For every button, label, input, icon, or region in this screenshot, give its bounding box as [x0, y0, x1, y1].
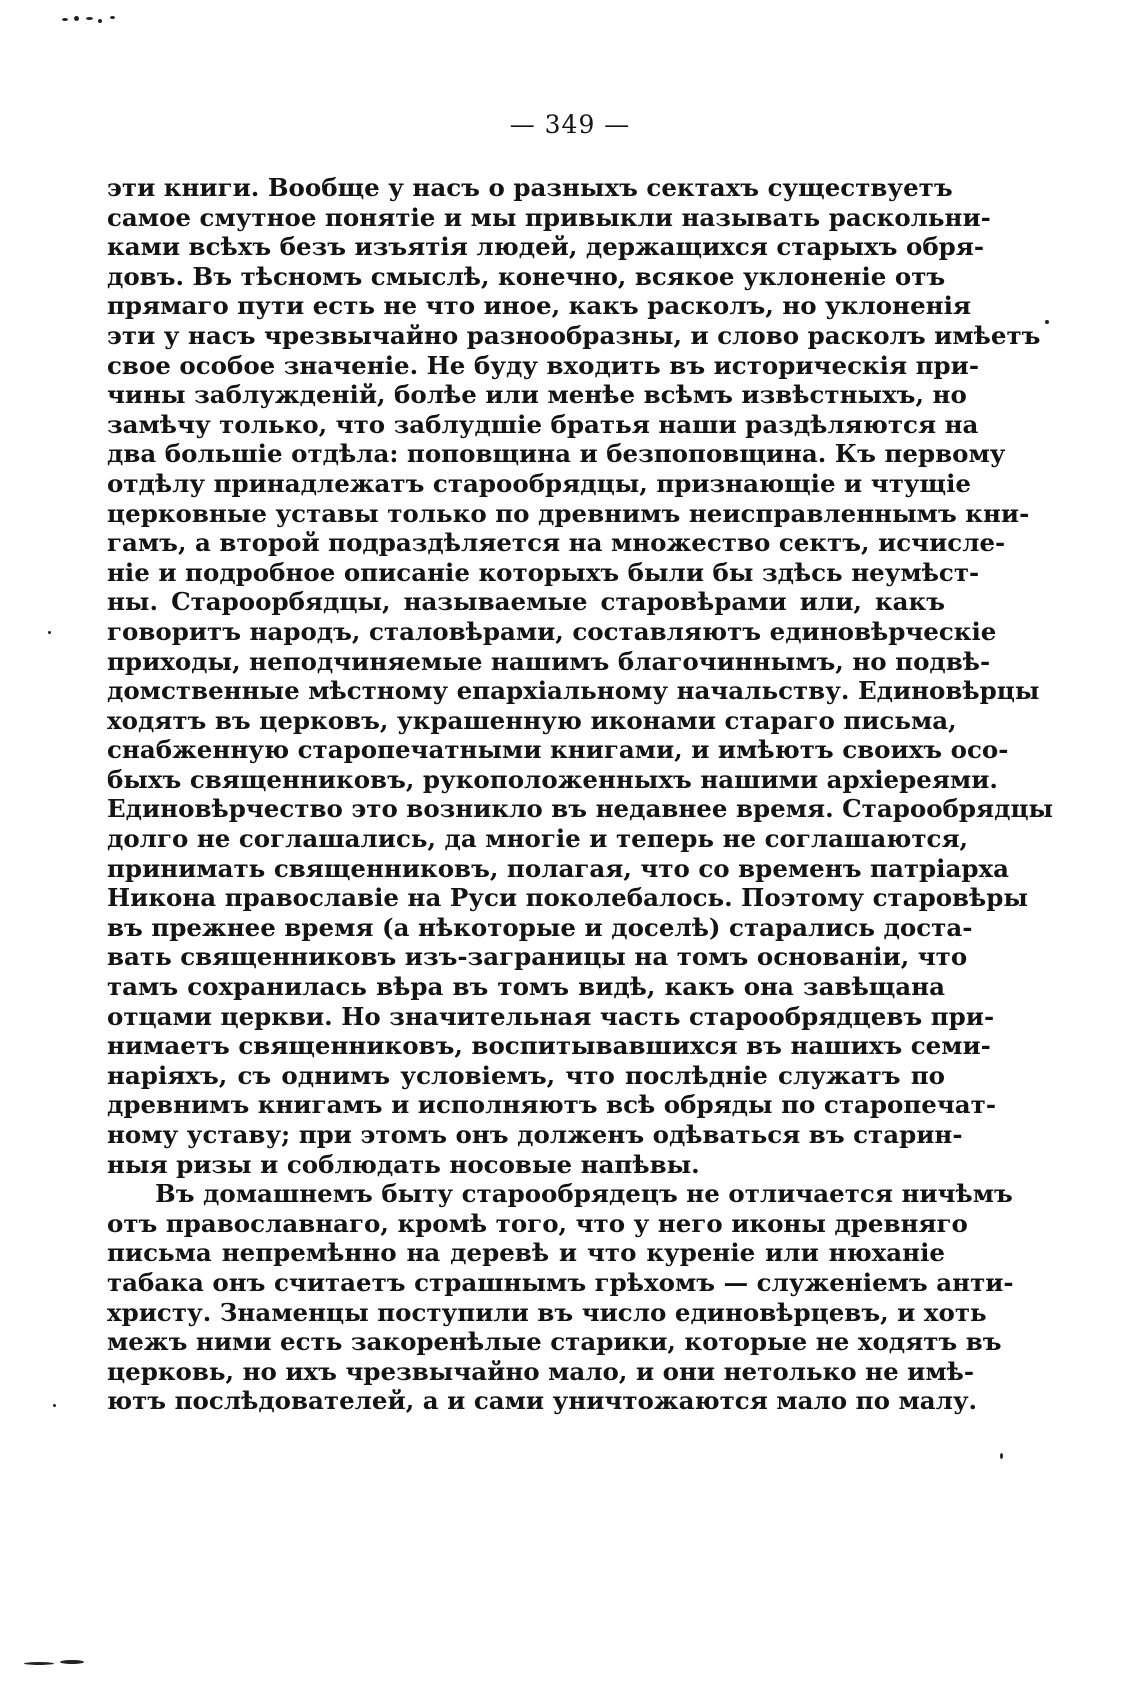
text-line: письма непремѣнно на деревѣ и что куреніе или нюханіе	[107, 1238, 945, 1268]
text-line: приходы, неподчиняемые нашимъ благочиннымъ, но подвѣ-	[107, 646, 991, 676]
text-line: замѣчу только, что заблудшіе братья наши раздѣляются на	[107, 409, 979, 439]
text-line: эти у насъ чрезвычайно разнообразны, и слово расколъ имѣетъ	[107, 320, 1041, 350]
text-line: христу. Знаменцы поступили въ число единовѣрцевъ, и хоть	[107, 1297, 987, 1327]
text-line: вать священниковъ изъ-заграницы на томъ основаніи, что	[107, 942, 968, 972]
text-line: эти книги. Вообще у насъ о разныхъ сектахъ существуетъ	[107, 173, 953, 202]
scan-speck	[74, 16, 79, 21]
text-line: межъ ними есть закоренѣлые старики, которые не ходятъ въ	[107, 1327, 1002, 1357]
text-line: церковные уставы только по древнимъ неисправленнымъ кни-	[107, 498, 1030, 528]
text-line: табака онъ считаетъ страшнымъ грѣхомъ — служеніемъ анти-	[107, 1267, 1014, 1297]
scan-speck	[1000, 1453, 1003, 1459]
text-line: довъ. Въ тѣсномъ смыслѣ, конечно, всякое уклоненіе отъ	[107, 261, 946, 291]
text-line: отцами церкви. Но значительная часть старообрядцевъ при-	[107, 1001, 995, 1031]
scan-speck	[98, 19, 102, 23]
text-line: прямаго пути есть не что иное, какъ расколъ, но уклоненія	[107, 291, 971, 321]
text-line: въ прежнее время (а нѣкоторые и доселѣ) старались доста-	[107, 912, 973, 942]
text-line: принимать священниковъ, полагая, что со временъ патріарха	[107, 853, 1009, 883]
text-line: два большіе отдѣла: поповщина и безпоповщина. Къ первому	[107, 439, 1006, 469]
text-line: тамъ сохранилась вѣра въ томъ видѣ, какъ она завѣщана	[107, 972, 945, 1002]
text-line: домственные мѣстному епархіальному начальству. Единовѣрцы	[107, 676, 1040, 706]
scan-speck	[24, 1662, 54, 1665]
text-line: самое смутное понятіе и мы привыкли называть раскольни-	[107, 202, 991, 232]
text-line: ніе и подробное описаніе которыхъ были бы здѣсь неумѣст-	[107, 557, 980, 587]
scan-speck	[48, 631, 51, 634]
text-line: ному уставу; при этомъ онъ долженъ одѣваться въ старин-	[107, 1120, 963, 1149]
text-line: ны. Староорбядцы, называемые старовѣрами или, какъ	[107, 587, 945, 617]
text-line: Въ домашнемъ быту старообрядецъ не отличается ничѣмъ	[155, 1179, 1013, 1209]
text-line: Никона православіе на Руси поколебалось. Поэтому старовѣры	[107, 883, 1028, 913]
text-line: говоритъ народъ, сталовѣрами, составляютъ единовѣрческіе	[107, 616, 997, 646]
text-line: церковь, но ихъ чрезвычайно мало, и они нетолько не имѣ-	[107, 1356, 975, 1386]
scan-speck	[86, 17, 93, 20]
scan-speck	[60, 1660, 84, 1664]
text-line: чины заблужденій, болѣе или менѣе всѣмъ извѣстныхъ, но	[107, 380, 967, 410]
text-line: ками всѣхъ безъ изъятія людей, держащихся старыхъ обря-	[107, 232, 985, 262]
scan-speck	[110, 16, 115, 19]
paragraph-1	[107, 173, 1054, 1179]
scan-speck	[53, 1404, 56, 1407]
text-line: отдѣлу принадлежатъ старообрядцы, признающіе и чтущіе	[107, 468, 971, 498]
text-line: нимаетъ священниковъ, воспитывавшихся въ нашихъ семи-	[107, 1031, 991, 1061]
body-text	[107, 173, 1054, 1416]
text-line: Единовѣрчество это возникло въ недавнее время. Старообрядцы	[107, 794, 1054, 824]
text-line: наріяхъ, съ однимъ условіемъ, что послѣдніе служатъ по	[107, 1060, 945, 1090]
paragraph-2	[107, 1179, 1014, 1416]
text-line: снабженную старопечатными книгами, и имѣютъ своихъ осо-	[107, 735, 1009, 765]
text-line: ныя ризы и соблюдать носовые напѣвы.	[107, 1149, 700, 1179]
text-line: свое особое значеніе. Не буду входить въ историческія при-	[107, 350, 980, 380]
text-line: ютъ послѣдователей, а и сами уничтожаются мало по малу.	[107, 1386, 978, 1416]
text-line: отъ православнаго, кромѣ того, что у него иконы древняго	[107, 1208, 968, 1238]
page-number: — 349 —	[509, 110, 631, 139]
text-line: долго не соглашались, да многіе и теперь не соглашаются,	[107, 824, 969, 854]
text-line: гамъ, а второй подраздѣляется на множество сектъ, исчисле-	[107, 528, 1006, 558]
text-line: древнимъ книгамъ и исполняютъ всѣ обряды по старопечат-	[107, 1090, 997, 1120]
scan-speck	[62, 18, 68, 21]
scan-speck	[1045, 320, 1049, 324]
text-line: ходятъ въ церковъ, украшенную иконами стараго письма,	[107, 705, 957, 735]
text-line: быхъ священниковъ, рукоположенныхъ нашими архіереями.	[107, 764, 998, 794]
